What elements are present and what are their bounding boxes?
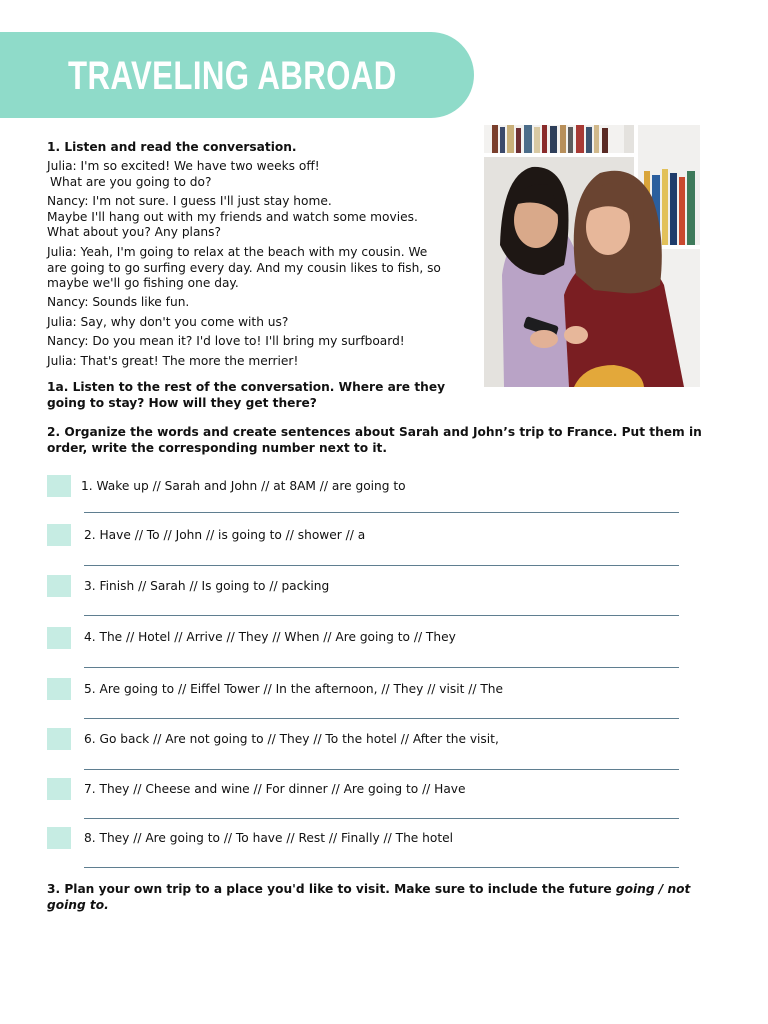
section-1a bbox=[47, 380, 457, 411]
section-2-line: order, write the corresponding number next to it. bbox=[47, 440, 387, 455]
dialogue-line: Julia: That's great! The more the merrier! bbox=[47, 354, 299, 368]
scrambled-sentence: 3. Finish // Sarah // Is going to // packing bbox=[84, 579, 330, 593]
dialogue-line: What about you? Any plans? bbox=[47, 225, 221, 239]
photo-two-friends-with-phone bbox=[484, 125, 700, 387]
number-box[interactable] bbox=[47, 778, 71, 800]
dialogue-line: Nancy: Sounds like fun. bbox=[47, 295, 190, 309]
page-title: TRAVELING ABROAD bbox=[68, 54, 397, 98]
scrambled-sentence: 2. Have // To // John // is going to // shower // a bbox=[84, 528, 366, 542]
conversation-text bbox=[47, 315, 457, 331]
conversation-text bbox=[47, 334, 457, 350]
answer-line[interactable] bbox=[84, 818, 679, 819]
conversation-text bbox=[47, 354, 457, 370]
conversation-text bbox=[47, 159, 457, 190]
conversation-text bbox=[47, 245, 457, 292]
scrambled-sentence: 6. Go back // Are not going to // They // To the hotel // After the visit, bbox=[84, 732, 499, 746]
answer-line[interactable] bbox=[84, 718, 679, 719]
dialogue-line: are going to go surfing every day. And my cousin likes to fish, so bbox=[47, 260, 441, 275]
number-box[interactable] bbox=[47, 678, 71, 700]
section-1 bbox=[47, 140, 457, 156]
answer-line[interactable] bbox=[84, 512, 679, 513]
dialogue-line: Maybe I'll hang out with my friends and watch some movies. bbox=[47, 209, 418, 224]
section-3-emphasis: going / not going to. bbox=[47, 882, 691, 912]
section-2-line: 2. Organize the words and create sentences about Sarah and John’s trip to France. Put them in bbox=[47, 425, 702, 439]
scrambled-sentence: 4. The // Hotel // Arrive // They // When // Are going to // They bbox=[84, 630, 456, 644]
number-box[interactable] bbox=[47, 575, 71, 597]
scrambled-sentence: 1. Wake up // Sarah and John // at 8AM // are going to bbox=[81, 479, 406, 493]
answer-line[interactable] bbox=[84, 769, 679, 770]
number-box[interactable] bbox=[47, 627, 71, 649]
scrambled-sentence: 5. Are going to // Eiffel Tower // In the afternoon, // They // visit // The bbox=[84, 682, 504, 696]
section-1a-line: 1a. Listen to the rest of the conversation. Where are they bbox=[47, 380, 446, 394]
dialogue-line: What are you going to do? bbox=[50, 174, 212, 189]
answer-line[interactable] bbox=[84, 667, 679, 668]
dialogue-line: Julia: Yeah, I'm going to relax at the beach with my cousin. We bbox=[47, 245, 428, 259]
answer-line[interactable] bbox=[84, 615, 679, 616]
section-3-instructions bbox=[47, 882, 717, 913]
answer-line[interactable] bbox=[84, 867, 679, 868]
dialogue-line: Nancy: I'm not sure. I guess I'll just stay home. bbox=[47, 194, 332, 208]
number-box[interactable] bbox=[47, 475, 71, 497]
scrambled-sentence: 8. They // Are going to // To have // Rest // Finally // The hotel bbox=[84, 831, 454, 845]
section-3-text: 3. Plan your own trip to a place you'd like to visit. Make sure to include the future bbox=[47, 882, 616, 896]
section-1-heading: 1. Listen and read the conversation. bbox=[47, 140, 297, 154]
dialogue-line: maybe we'll go fishing one day. bbox=[47, 276, 239, 290]
conversation-text bbox=[47, 194, 457, 241]
scrambled-sentence: 7. They // Cheese and wine // For dinner // Are going to // Have bbox=[84, 782, 466, 796]
answer-line[interactable] bbox=[84, 565, 679, 566]
dialogue-line: Nancy: Do you mean it? I'd love to! I'll bring my surfboard! bbox=[47, 334, 405, 348]
dialogue-line: Julia: Say, why don't you come with us? bbox=[47, 315, 289, 329]
dialogue-line: Julia: I'm so excited! We have two weeks off! bbox=[47, 159, 320, 173]
section-1a-line: going to stay? How will they get there? bbox=[47, 395, 317, 410]
number-box[interactable] bbox=[47, 827, 71, 849]
number-box[interactable] bbox=[47, 524, 71, 546]
section-2-instructions bbox=[47, 425, 727, 456]
conversation-text bbox=[47, 295, 457, 311]
number-box[interactable] bbox=[47, 728, 71, 750]
